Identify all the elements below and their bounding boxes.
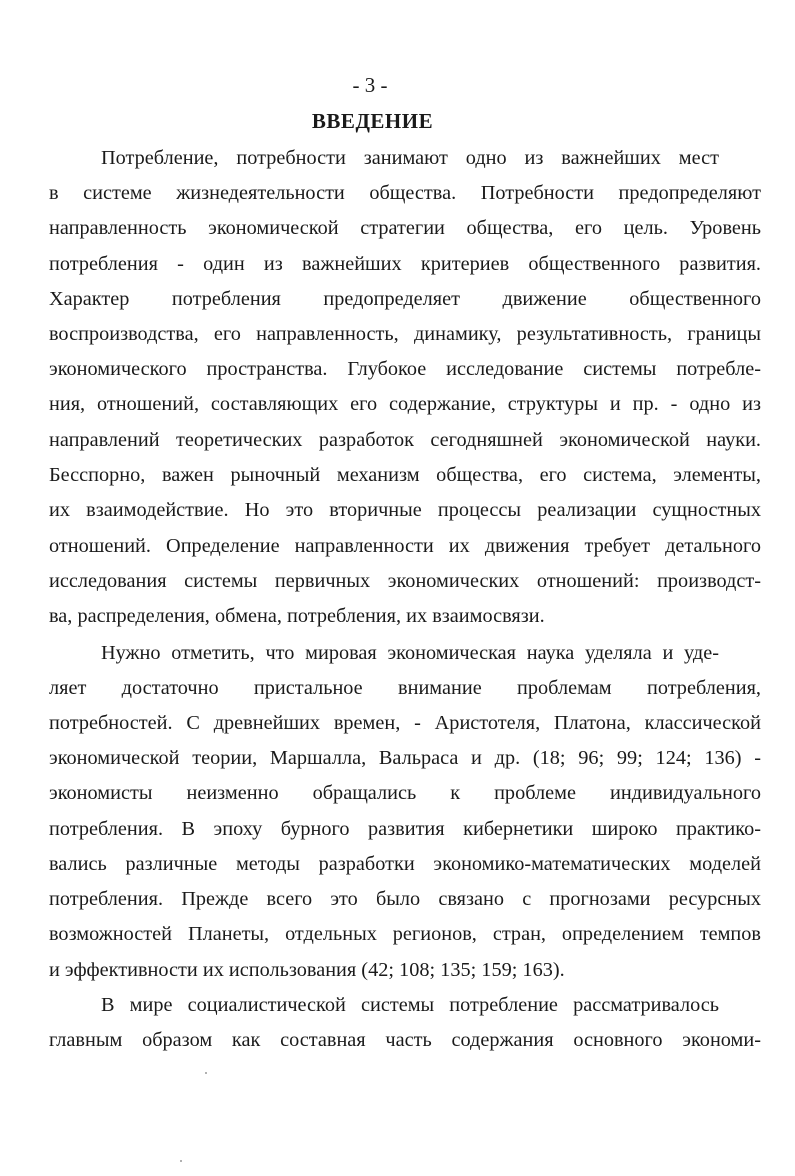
text-line: в системе жизнедеятельности общества. Потребности предопределяют — [49, 182, 761, 204]
text-line: Потребление, потребности занимают одно из важнейших мест — [101, 147, 719, 169]
text-line: исследования системы первичных экономических отношений: производст- — [49, 570, 761, 592]
text-line: отношений. Определение направленности их движения требует детального — [49, 535, 761, 557]
text-line: воспроизводства, его направленность, динамику, результативность, границы — [49, 323, 761, 345]
text-line: ва, распределения, обмена, потребления, их взаимосвязи. — [49, 605, 545, 627]
page-number: - 3 - — [352, 73, 388, 97]
text-line: главным образом как составная часть содержания основного экономи- — [49, 1029, 761, 1051]
text-line: экономической теории, Маршалла, Вальраса и др. (18; 96; 99; 124; 136) - — [49, 747, 761, 769]
text-line: направленность экономической стратегии общества, его цель. Уровень — [49, 217, 761, 239]
text-line: Нужно отметить, что мировая экономическая наука уделяла и уде- — [101, 642, 719, 664]
text-line: потребления. Прежде всего это было связано с прогнозами ресурсных — [49, 888, 761, 910]
text-line: их взаимодействие. Но это вторичные процессы реализации сущностных — [49, 499, 761, 521]
text-line: Характер потребления предопределяет движение общественного — [49, 288, 761, 310]
text-line: экономисты неизменно обращались к проблеме индивидуального — [49, 782, 761, 804]
scan-speck — [205, 1072, 207, 1074]
text-line: Бесспорно, важен рыночный механизм общества, его система, элементы, — [49, 464, 761, 486]
text-line: потребления - один из важнейших критериев общественного развития. — [49, 253, 761, 275]
text-line: потребностей. С древнейших времен, - Аристотеля, Платона, классической — [49, 712, 761, 734]
text-line: и эффективности их использования (42; 108; 135; 159; 163). — [49, 959, 565, 981]
text-line: вались различные методы разработки экономико-математических моделей — [49, 853, 761, 875]
section-heading: ВВЕДЕНИЕ — [311, 109, 434, 133]
text-line: экономического пространства. Глубокое исследование системы потребле- — [49, 358, 761, 380]
text-line: В мире социалистической системы потребление рассматривалось — [101, 994, 719, 1016]
text-line: потребления. В эпоху бурного развития кибернетики широко практико- — [49, 818, 761, 840]
text-line: ния, отношений, составляющих его содержание, структуры и пр. - одно из — [49, 393, 761, 415]
text-line: возможностей Планеты, отдельных регионов, стран, определением темпов — [49, 923, 761, 945]
scan-speck — [180, 1160, 182, 1162]
text-line: направлений теоретических разработок сегодняшней экономической науки. — [49, 429, 761, 451]
text-line: ляет достаточно пристальное внимание проблемам потребления, — [49, 677, 761, 699]
